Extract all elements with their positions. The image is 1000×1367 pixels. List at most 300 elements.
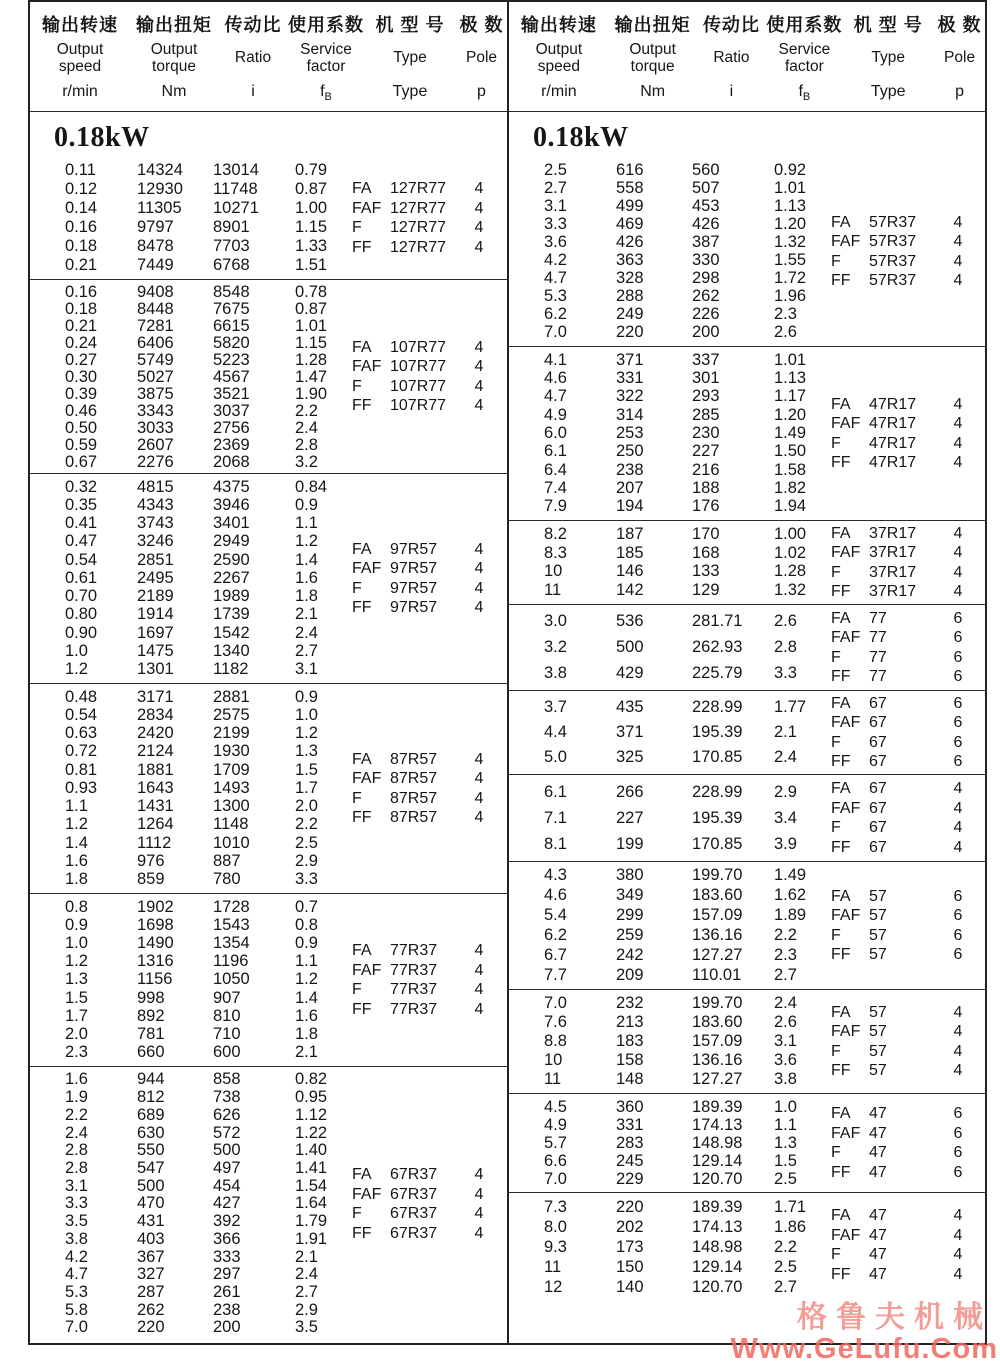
cell-torque: 262 <box>137 1300 165 1319</box>
type-designation <box>831 887 943 907</box>
pole-count: 4 <box>953 233 963 250</box>
cell-service-factor: 2.6 <box>774 323 797 342</box>
type-mount-prefix: FAF <box>831 1124 861 1142</box>
cell-torque: 4343 <box>137 495 174 514</box>
type-line <box>831 648 983 668</box>
type-designation <box>352 540 464 560</box>
cell-speed: 0.9 <box>65 915 88 934</box>
col-header-en-text: Output speed <box>56 40 104 75</box>
cell-torque: 435 <box>616 698 644 716</box>
pole-count: 4 <box>474 199 484 217</box>
cell-service-factor: 1.2 <box>295 724 318 743</box>
type-designation <box>831 395 943 415</box>
cell-torque: 499 <box>616 196 644 215</box>
cell-ratio: 200 <box>692 323 720 342</box>
col-header-zh-label: 输出转速 <box>42 15 118 35</box>
cell-ratio: 285 <box>692 405 720 424</box>
cell-speed: 7.0 <box>544 994 567 1012</box>
type-line <box>352 598 504 618</box>
type-model: 47 <box>869 1246 887 1263</box>
table-row <box>65 1284 507 1301</box>
cell-ratio: 189.39 <box>692 1197 743 1216</box>
type-designation <box>831 1226 943 1246</box>
cell-torque: 220 <box>616 323 644 342</box>
cell-speed: 11 <box>544 581 562 600</box>
cell-service-factor: 2.9 <box>295 1300 318 1319</box>
cell-ratio: 507 <box>692 178 720 197</box>
col-header-en-text: Service factor <box>778 40 831 75</box>
type-mount-prefix: FF <box>831 454 851 471</box>
type-designation <box>352 199 464 219</box>
cell-speed: 2.4 <box>65 1123 88 1142</box>
col-header-en-label <box>509 34 609 81</box>
cell-speed: 4.3 <box>544 866 567 885</box>
cell-ratio: 200 <box>213 1318 241 1337</box>
type-mount-prefix: FA <box>352 180 372 197</box>
type-mount-prefix: F <box>831 1144 841 1161</box>
pole-count: 4 <box>953 213 963 231</box>
cell-speed: 1.2 <box>65 815 88 834</box>
pole-count: 4 <box>474 789 484 807</box>
pole-count: 4 <box>953 1042 963 1060</box>
type-model: 67 <box>869 753 887 770</box>
cell-torque: 3743 <box>137 514 174 533</box>
cell-speed: 2.7 <box>544 178 567 197</box>
pole-count: 4 <box>953 395 963 413</box>
type-mount-prefix: FAF <box>831 799 861 817</box>
col-header-zh-label: 输出扭矩 <box>614 15 691 35</box>
type-line <box>831 414 983 434</box>
table-row <box>65 454 507 471</box>
cell-service-factor: 1.82 <box>774 478 807 497</box>
cell-torque: 2851 <box>137 550 174 569</box>
type-mount-prefix: FA <box>831 524 851 542</box>
type-mount-prefix: FF <box>352 1224 372 1242</box>
cell-speed: 2.3 <box>65 1043 88 1062</box>
type-line <box>831 609 983 629</box>
pole-count: 4 <box>474 809 484 826</box>
table-row <box>544 370 985 387</box>
type-mount-prefix: F <box>831 926 841 944</box>
cell-service-factor: 1.6 <box>295 568 318 587</box>
type-mount-prefix: FA <box>352 338 372 356</box>
pole-count: 4 <box>953 1265 963 1283</box>
cell-ratio: 6768 <box>213 256 250 274</box>
type-model: 67R37 <box>390 1166 438 1183</box>
type-block <box>831 779 983 857</box>
type-line <box>352 199 504 219</box>
cell-speed: 0.39 <box>65 385 98 403</box>
cell-service-factor: 2.5 <box>774 1169 797 1188</box>
type-designation <box>831 1143 943 1163</box>
cell-torque: 259 <box>616 925 644 944</box>
cell-torque: 1431 <box>137 797 174 816</box>
type-mount-prefix: FA <box>352 1166 372 1183</box>
type-designation <box>352 769 464 789</box>
cell-ratio: 572 <box>213 1123 241 1142</box>
pole-count: 4 <box>953 563 963 581</box>
cell-speed: 3.1 <box>544 196 567 215</box>
cell-ratio: 2590 <box>213 550 250 569</box>
type-mount-prefix: F <box>352 981 362 998</box>
spec-group <box>509 862 985 990</box>
cell-torque: 1475 <box>137 642 174 661</box>
cell-ratio: 1739 <box>213 605 250 624</box>
cell-torque: 689 <box>137 1105 165 1124</box>
cell-torque: 4815 <box>137 477 174 496</box>
cell-speed: 4.6 <box>544 886 567 905</box>
cell-service-factor: 1.12 <box>295 1105 328 1124</box>
type-model: 67 <box>869 819 887 836</box>
cell-torque: 9408 <box>137 283 174 301</box>
cell-ratio: 3401 <box>213 514 250 533</box>
cell-service-factor: 1.6 <box>295 1006 318 1025</box>
type-model: 47 <box>869 1105 887 1122</box>
type-line <box>831 887 983 907</box>
cell-torque: 426 <box>616 232 644 251</box>
type-block <box>831 524 983 602</box>
table-row <box>544 324 985 341</box>
cell-service-factor: 1.8 <box>295 1025 318 1044</box>
type-mount-prefix: FA <box>831 213 851 231</box>
cell-speed: 1.2 <box>65 952 88 971</box>
cell-service-factor: 1.94 <box>774 497 807 516</box>
cell-torque: 976 <box>137 852 165 871</box>
cell-speed: 7.1 <box>544 808 567 827</box>
type-designation <box>831 414 943 434</box>
cell-service-factor: 3.4 <box>774 808 797 827</box>
cell-ratio: 225.79 <box>692 663 743 682</box>
type-designation <box>352 396 464 416</box>
type-block <box>831 609 983 687</box>
type-mount-prefix: FAF <box>352 1185 382 1203</box>
col-header-en-text: Type <box>871 49 906 67</box>
spec-group <box>509 775 985 862</box>
col-header-zh-label: 输出转速 <box>520 15 597 35</box>
cell-service-factor: 2.1 <box>774 723 797 741</box>
type-model: 57 <box>869 907 887 924</box>
cell-ratio: 1989 <box>213 587 250 606</box>
table-row <box>65 1266 507 1283</box>
cell-torque: 371 <box>616 723 644 741</box>
col-header-en-label <box>218 34 288 81</box>
col-header-service-factor <box>288 2 364 111</box>
type-designation <box>352 377 464 397</box>
cell-ratio: 1542 <box>213 623 250 642</box>
cell-torque: 8478 <box>137 237 174 255</box>
pole-count: 4 <box>474 770 484 787</box>
cell-speed: 2.8 <box>65 1158 88 1177</box>
cell-speed: 9.3 <box>544 1237 567 1256</box>
type-mount-prefix: FAF <box>831 714 861 731</box>
type-mount-prefix: FF <box>831 272 851 289</box>
cell-ratio: 5820 <box>213 334 250 352</box>
cell-ratio: 2756 <box>213 419 250 437</box>
type-model: 47 <box>869 1265 887 1283</box>
type-mount-prefix: F <box>831 563 841 581</box>
cell-torque: 8448 <box>137 300 174 318</box>
cell-speed: 6.7 <box>544 945 567 964</box>
type-block <box>352 1165 504 1243</box>
table-row <box>65 1142 507 1159</box>
type-designation <box>352 980 464 1000</box>
type-designation <box>831 1163 943 1183</box>
col-header-zh-label: 传动比 <box>224 15 282 35</box>
cell-speed: 11 <box>544 1257 562 1276</box>
cell-ratio: 887 <box>213 852 241 871</box>
type-designation <box>831 1104 943 1124</box>
cell-service-factor: 1.17 <box>774 387 807 406</box>
cell-torque: 1490 <box>137 934 174 953</box>
pole-count: 6 <box>953 609 963 627</box>
cell-speed: 4.9 <box>544 405 567 424</box>
cell-speed: 0.48 <box>65 687 98 706</box>
cell-torque: 1643 <box>137 778 174 797</box>
cell-speed: 2.8 <box>65 1141 88 1160</box>
type-model: 97R57 <box>390 599 438 616</box>
cell-ratio: 13014 <box>213 161 259 179</box>
cell-ratio: 600 <box>213 1043 241 1062</box>
cell-ratio: 127.27 <box>692 945 743 964</box>
type-model: 57 <box>869 1042 887 1060</box>
type-mount-prefix: FAF <box>831 233 861 250</box>
cell-speed: 7.9 <box>544 497 567 516</box>
cell-torque: 213 <box>616 1013 644 1031</box>
cell-ratio: 120.70 <box>692 1277 743 1296</box>
col-header-en-text: Service factor <box>300 40 352 75</box>
type-model: 37R17 <box>869 544 917 561</box>
cell-speed: 1.7 <box>65 1006 88 1025</box>
cell-torque: 5749 <box>137 351 174 369</box>
table-row <box>65 162 507 179</box>
cell-service-factor: 1.5 <box>295 760 318 779</box>
cell-ratio: 1354 <box>213 934 250 953</box>
cell-service-factor: 1.7 <box>295 778 318 797</box>
type-block <box>352 941 504 1019</box>
type-mount-prefix: F <box>831 648 841 666</box>
pole-count: 4 <box>474 599 484 616</box>
cell-torque: 194 <box>616 497 644 516</box>
type-mount-prefix: FA <box>352 540 372 558</box>
cell-torque: 1914 <box>137 605 174 624</box>
cell-speed: 7.0 <box>544 1169 567 1188</box>
type-designation <box>352 1165 464 1185</box>
cell-speed: 0.21 <box>65 317 98 335</box>
cell-service-factor: 0.8 <box>295 915 318 934</box>
cell-torque: 998 <box>137 988 165 1007</box>
type-model: 77R37 <box>390 961 438 979</box>
cell-service-factor: 2.1 <box>295 1247 318 1266</box>
cell-service-factor: 1.55 <box>774 251 807 270</box>
type-model: 107R77 <box>390 358 447 375</box>
cell-torque: 187 <box>616 524 644 543</box>
type-line <box>831 1022 983 1042</box>
cell-ratio: 10271 <box>213 199 259 217</box>
type-line <box>352 961 504 981</box>
type-line <box>831 667 983 687</box>
type-line <box>352 540 504 560</box>
type-designation <box>831 906 943 926</box>
pole-count: 6 <box>953 1105 963 1122</box>
cell-speed: 1.6 <box>65 1070 88 1089</box>
type-block <box>831 395 983 473</box>
cell-ratio: 168 <box>692 543 720 562</box>
cell-torque: 242 <box>616 945 644 964</box>
spec-group <box>509 605 985 691</box>
type-designation <box>831 926 943 946</box>
cell-service-factor: 1.96 <box>774 287 807 306</box>
type-line <box>831 395 983 415</box>
cell-service-factor: 2.2 <box>295 402 318 420</box>
cell-speed: 5.3 <box>65 1282 88 1301</box>
cell-ratio: 133 <box>692 562 720 581</box>
type-line <box>831 1061 983 1081</box>
type-mount-prefix: FAF <box>831 629 861 646</box>
unit-symbol: r/min <box>62 83 98 101</box>
spec-group <box>509 347 985 521</box>
col-header-zh-label: 机 型 号 <box>375 15 445 35</box>
cell-torque: 616 <box>616 160 644 179</box>
type-designation <box>831 213 943 233</box>
pole-count: 4 <box>953 272 963 289</box>
cell-torque: 547 <box>137 1158 165 1177</box>
type-designation <box>831 667 943 687</box>
table-row <box>65 917 507 934</box>
cell-ratio: 1930 <box>213 742 250 761</box>
cell-torque: 7281 <box>137 317 174 335</box>
col-header-en-text: Output torque <box>629 40 676 75</box>
pole-count: 4 <box>953 819 963 836</box>
cell-ratio: 238 <box>213 1300 241 1319</box>
unit-subscript: B <box>802 91 811 104</box>
cell-speed: 8.2 <box>544 524 567 543</box>
cell-ratio: 8901 <box>213 218 250 236</box>
cell-service-factor: 0.82 <box>295 1070 328 1089</box>
type-line <box>831 543 983 563</box>
cell-torque: 322 <box>616 387 644 406</box>
cell-ratio: 366 <box>213 1229 241 1248</box>
cell-service-factor: 0.7 <box>295 897 318 916</box>
cell-speed: 3.7 <box>544 698 567 716</box>
type-designation <box>352 357 464 377</box>
cell-service-factor: 1.00 <box>295 199 328 217</box>
cell-ratio: 262.93 <box>692 637 743 656</box>
pole-count: 4 <box>953 252 963 270</box>
table-row <box>65 1249 507 1266</box>
type-line <box>352 238 504 258</box>
col-header-en-label <box>609 34 697 81</box>
type-model: 57R37 <box>869 213 917 231</box>
cell-speed: 4.9 <box>544 1115 567 1134</box>
cell-service-factor: 2.2 <box>774 925 797 944</box>
col-header-en-text: Pole <box>944 49 976 67</box>
type-mount-prefix: FF <box>831 668 851 685</box>
cell-service-factor: 0.87 <box>295 180 328 198</box>
pole-count: 4 <box>474 579 484 597</box>
cell-ratio: 1148 <box>213 815 249 834</box>
type-model: 67 <box>869 694 887 712</box>
type-model: 47R17 <box>869 395 917 413</box>
cell-torque: 1112 <box>137 833 172 852</box>
cell-torque: 227 <box>616 808 644 827</box>
cell-speed: 6.6 <box>544 1151 567 1170</box>
cell-ratio: 1709 <box>213 760 250 779</box>
cell-ratio: 199.70 <box>692 994 743 1012</box>
cell-torque: 1301 <box>137 660 174 679</box>
type-designation <box>352 559 464 579</box>
cell-torque: 2495 <box>137 568 174 587</box>
cell-service-factor: 2.4 <box>295 623 318 642</box>
pole-count: 4 <box>953 454 963 471</box>
cell-torque: 288 <box>616 287 644 306</box>
watermark-company-name: 格鲁夫机械 <box>797 1301 992 1334</box>
cell-service-factor: 2.8 <box>774 637 797 656</box>
type-mount-prefix: FAF <box>352 961 382 979</box>
type-model: 77R37 <box>390 981 438 998</box>
type-model: 127R77 <box>390 219 447 236</box>
type-line <box>352 750 504 770</box>
cell-ratio: 4567 <box>213 368 250 386</box>
cell-ratio: 297 <box>213 1265 241 1284</box>
cell-torque: 781 <box>137 1025 165 1044</box>
cell-service-factor: 2.7 <box>774 1277 797 1296</box>
type-designation <box>352 1000 464 1020</box>
cell-speed: 0.12 <box>65 180 98 198</box>
cell-speed: 4.7 <box>65 1265 88 1284</box>
pole-count: 4 <box>474 981 484 998</box>
cell-torque: 363 <box>616 251 644 270</box>
pole-count: 4 <box>953 1003 963 1021</box>
type-line <box>352 579 504 599</box>
col-header-unit <box>934 81 985 111</box>
cell-speed: 8.8 <box>544 1032 567 1050</box>
pole-count: 6 <box>953 733 963 751</box>
cell-speed: 0.80 <box>65 605 98 624</box>
cell-speed: 0.41 <box>65 514 98 533</box>
cell-service-factor: 1.58 <box>774 460 807 479</box>
cell-speed: 3.6 <box>544 232 567 251</box>
cell-torque: 1881 <box>137 760 174 779</box>
cell-ratio: 148.98 <box>692 1133 743 1152</box>
table-row <box>65 1107 507 1124</box>
unit-symbol: Nm <box>161 83 187 101</box>
spec-group <box>30 684 507 894</box>
cell-speed: 7.4 <box>544 478 567 497</box>
unit-symbol: p <box>955 83 965 101</box>
pole-count: 4 <box>474 338 484 356</box>
cell-speed: 10 <box>544 562 563 581</box>
col-header-type <box>842 2 934 111</box>
type-mount-prefix: FAF <box>352 199 382 217</box>
cell-speed: 5.8 <box>65 1300 88 1319</box>
col-header-en-text: Pole <box>465 49 498 67</box>
type-model: 37R17 <box>869 583 917 600</box>
type-designation <box>831 818 943 838</box>
type-designation <box>831 434 943 454</box>
table-row <box>544 162 985 179</box>
cell-torque: 328 <box>616 269 644 288</box>
cell-speed: 0.35 <box>65 495 98 514</box>
cell-service-factor: 1.72 <box>774 269 807 288</box>
type-designation <box>831 694 943 714</box>
cell-speed: 0.54 <box>65 550 98 569</box>
type-mount-prefix: FA <box>831 887 851 905</box>
type-designation <box>831 453 943 473</box>
type-designation <box>831 1124 943 1144</box>
cell-speed: 7.0 <box>65 1318 88 1337</box>
cell-service-factor: 1.22 <box>295 1123 328 1142</box>
cell-torque: 2607 <box>137 436 174 454</box>
